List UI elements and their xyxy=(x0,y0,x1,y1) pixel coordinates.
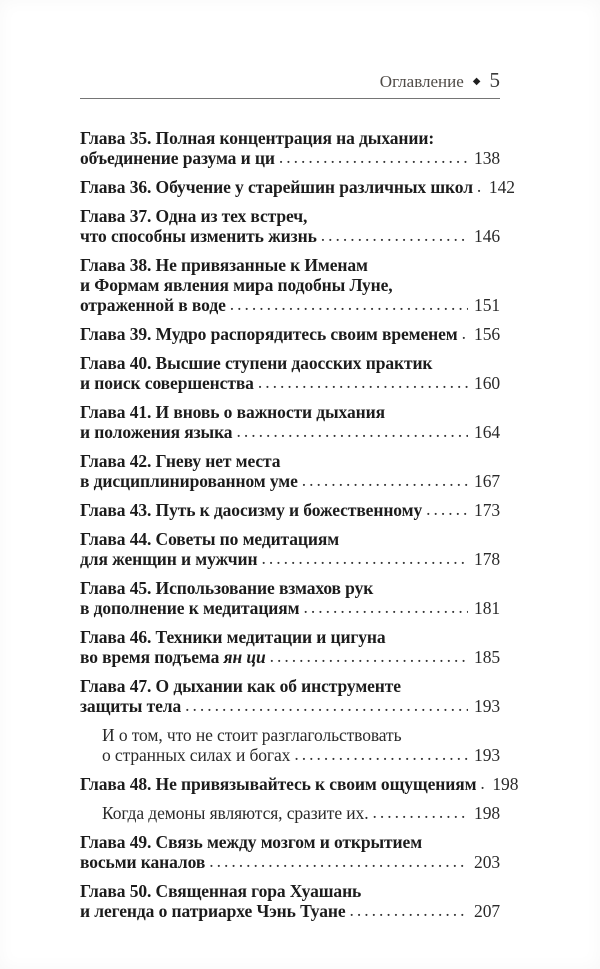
toc-entry-text: во время подъема ян ци xyxy=(80,647,266,667)
toc-entry-text: и легенда о патриархе Чэнь Туане xyxy=(80,901,346,921)
toc-entry-text: и Формам явления мира подобны Луне, xyxy=(80,275,393,295)
page-number: 198 xyxy=(474,803,500,823)
dot-leader xyxy=(321,226,468,246)
dot-leader xyxy=(185,696,468,716)
diamond-icon: ◆ xyxy=(472,76,481,87)
toc-entry-line xyxy=(102,803,500,823)
page-number: 142 xyxy=(488,177,515,197)
toc-entry xyxy=(80,627,500,667)
toc-entry-line xyxy=(80,177,515,197)
toc-entry-line xyxy=(80,598,500,618)
toc-entry-line xyxy=(80,627,500,647)
page-number: 167 xyxy=(474,471,500,491)
toc-entry xyxy=(80,255,500,315)
toc-entry-line xyxy=(102,725,500,745)
dot-leader xyxy=(462,324,468,344)
page-number: 198 xyxy=(492,774,519,794)
page-number: 181 xyxy=(474,598,500,618)
header-title: Оглавление xyxy=(379,72,464,91)
toc-entry-text: Глава 46. Техники медитации и цигуна xyxy=(80,627,386,647)
dot-leader xyxy=(303,598,468,618)
page-number: 160 xyxy=(474,373,500,393)
page-number: 178 xyxy=(474,549,500,569)
toc-entry-text: и положения языка xyxy=(80,422,233,442)
page-number: 193 xyxy=(474,745,500,765)
toc-entry-line xyxy=(80,402,500,422)
toc-entry-line xyxy=(80,696,500,716)
toc-entry xyxy=(80,529,500,569)
toc-entry-text: Глава 47. О дыхании как об инструменте xyxy=(80,676,401,696)
page-number: 185 xyxy=(474,647,500,667)
toc-entry xyxy=(80,177,515,197)
toc-entry-text: в дополнение к медитациям xyxy=(80,598,300,618)
toc-entry-line xyxy=(80,324,500,344)
toc-entry-text: отраженной в воде xyxy=(80,295,226,315)
toc-entry-text: Глава 44. Советы по медитациям xyxy=(80,529,340,549)
toc-entry-text: защиты тела xyxy=(80,696,182,716)
page-content xyxy=(80,0,519,921)
toc-entry-line xyxy=(80,295,500,315)
page-number: 203 xyxy=(474,852,500,872)
header-page-number: 5 xyxy=(489,68,500,92)
toc-entry-text: Глава 42. Гневу нет места xyxy=(80,451,281,471)
toc-entry xyxy=(80,451,500,491)
toc-entry-text: Глава 43. Путь к даосизму и божественному xyxy=(80,500,423,520)
toc-entry-text: в дисциплинированном уме xyxy=(80,471,298,491)
chapter-title-italic: ян ци xyxy=(223,647,266,667)
toc-list xyxy=(80,128,519,921)
toc-entry xyxy=(80,774,519,794)
dot-leader xyxy=(294,745,468,765)
toc-entry-text: И о том, что не стоит разглагольствовать xyxy=(102,725,402,745)
toc-entry-line xyxy=(80,676,500,696)
toc-entry-line xyxy=(80,206,500,226)
page-number: 156 xyxy=(474,324,500,344)
toc-entry-line xyxy=(80,647,500,667)
dot-leader xyxy=(426,500,468,520)
dot-leader xyxy=(209,852,468,872)
toc-entry xyxy=(80,128,500,168)
dot-leader xyxy=(230,295,468,315)
toc-entry-text: Глава 37. Одна из тех встреч, xyxy=(80,206,308,226)
toc-entry xyxy=(80,881,500,921)
dot-leader xyxy=(372,803,468,823)
toc-entry-line xyxy=(80,471,500,491)
page-number: 164 xyxy=(474,422,500,442)
toc-entry-text: что способны изменить жизнь xyxy=(80,226,317,246)
toc-entry-text: Глава 50. Священная гора Хуашань xyxy=(80,881,362,901)
dot-leader xyxy=(350,901,469,921)
toc-entry-line xyxy=(80,373,500,393)
toc-entry-text: Глава 38. Не привязанные к Именам xyxy=(80,255,368,275)
toc-entry-text: Глава 40. Высшие ступени даосских практик xyxy=(80,353,433,373)
toc-entry-line xyxy=(80,255,500,275)
toc-entry-line xyxy=(80,451,500,471)
toc-entry-text: Глава 39. Мудро распорядитесь своим временем xyxy=(80,324,458,344)
toc-entry-text: и поиск совершенства xyxy=(80,373,254,393)
page-number: 207 xyxy=(474,901,500,921)
dot-leader xyxy=(480,774,486,794)
dot-leader xyxy=(477,177,483,197)
dot-leader xyxy=(270,647,468,667)
toc-entry xyxy=(80,402,500,442)
toc-entry-line xyxy=(80,226,500,246)
toc-entry-line xyxy=(80,128,500,148)
toc-entry-text: объединение разума и ци xyxy=(80,148,275,168)
toc-entry-text: Глава 41. И вновь о важности дыхания xyxy=(80,402,385,422)
page-number: 193 xyxy=(474,696,500,716)
toc-entry-line xyxy=(80,901,500,921)
page-number: 151 xyxy=(474,295,500,315)
toc-entry-line xyxy=(102,745,500,765)
toc-entry-text: для женщин и мужчин xyxy=(80,549,258,569)
toc-entry-line xyxy=(80,275,500,295)
toc-entry-text: Когда демоны являются, сразите их. xyxy=(102,803,369,823)
toc-entry xyxy=(80,353,500,393)
dot-leader xyxy=(261,549,468,569)
dot-leader xyxy=(302,471,468,491)
toc-entry xyxy=(80,725,500,765)
toc-entry xyxy=(80,832,500,872)
toc-entry-text: Глава 49. Связь между мозгом и открытием xyxy=(80,832,423,852)
page-number: 146 xyxy=(474,226,500,246)
page-number: 138 xyxy=(474,148,500,168)
toc-entry xyxy=(80,803,500,823)
toc-entry-line xyxy=(80,578,500,598)
toc-entry-text: Глава 35. Полная концентрация на дыхании: xyxy=(80,128,435,148)
toc-entry-line xyxy=(80,529,500,549)
toc-entry-text: Глава 45. Использование взмахов рук xyxy=(80,578,374,598)
page-number: 173 xyxy=(474,500,500,520)
dot-leader xyxy=(279,148,468,168)
toc-entry xyxy=(80,324,500,344)
toc-entry-text: Глава 36. Обучение у старейшин различных школ xyxy=(80,177,473,197)
toc-entry xyxy=(80,578,500,618)
toc-entry-line xyxy=(80,881,500,901)
dot-leader xyxy=(236,422,468,442)
toc-entry-line xyxy=(80,852,500,872)
toc-entry-text: о странных силах и богах xyxy=(102,745,291,765)
toc-entry-line xyxy=(80,353,500,373)
dot-leader xyxy=(258,373,468,393)
toc-entry-line xyxy=(80,774,519,794)
toc-entry-text: Глава 48. Не привязывайтесь к своим ощущениям xyxy=(80,774,477,794)
toc-entry-line xyxy=(80,500,500,520)
toc-entry-text: восьми каналов xyxy=(80,852,206,872)
toc-entry xyxy=(80,500,500,520)
toc-entry-line xyxy=(80,148,500,168)
toc-entry-line xyxy=(80,422,500,442)
toc-entry xyxy=(80,206,500,246)
toc-entry-line xyxy=(80,832,500,852)
toc-entry-line xyxy=(80,549,500,569)
header-rule xyxy=(80,98,500,99)
page-header xyxy=(80,0,500,92)
toc-entry xyxy=(80,676,500,716)
